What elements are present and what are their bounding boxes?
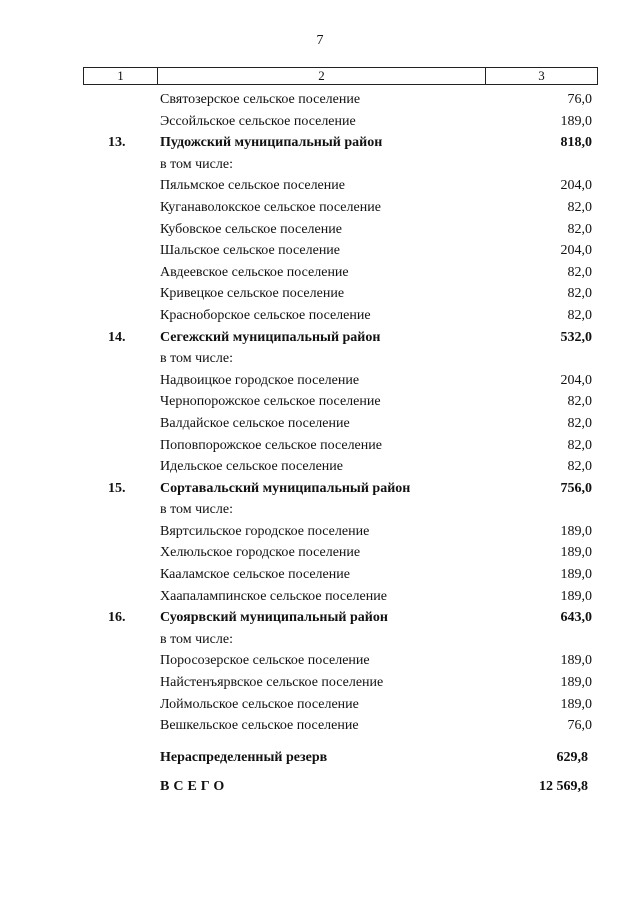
row-value: 189,0 [560,567,592,583]
row-name: в том числе: [160,502,233,518]
table-row [0,694,640,716]
row-value: 189,0 [560,545,592,561]
row-name: Сортавальский муниципальный район [160,480,411,496]
table-row [0,715,640,737]
row-name: Святозерское сельское поселение [160,92,361,107]
table-row [0,564,640,586]
row-name: Надвоицкое городское поселение [160,372,360,388]
table-row [0,672,640,694]
row-name: Поповпорожское сельское поселение [160,437,382,453]
row-number: 13. [108,135,126,151]
row-name: Суоярвский муниципальный район [160,610,388,626]
header-col-1: 1 [84,68,158,84]
row-value: 189,0 [560,588,592,604]
table-row [0,629,640,651]
row-number: 16. [108,610,126,626]
row-name: Кааламское сельское поселение [160,567,350,583]
row-number: 14. [108,329,126,345]
table-row [0,111,640,133]
table-row [0,89,640,111]
row-name: Идельское сельское поселение [160,459,344,475]
table-row [0,197,640,219]
table-body [0,89,640,737]
row-value: 643,0 [560,610,592,626]
table-row [0,586,640,608]
row-name: Хелюльское городское поселение [160,545,361,561]
row-value: 189,0 [560,113,592,129]
row-name: Вешкельское сельское поселение [160,718,359,734]
row-value: 82,0 [567,459,592,475]
row-value: 189,0 [560,675,592,691]
row-value: 189,0 [560,653,592,669]
row-name: Валдайское сельское поселение [160,415,350,431]
row-value: 82,0 [567,221,592,237]
row-name: Куганаволокское сельское поселение [160,199,381,215]
table-row [0,435,640,457]
table-row [0,456,640,478]
row-value: 532,0 [560,329,592,345]
row-value: 204,0 [560,243,592,259]
row-value: 204,0 [560,178,592,194]
table-row [0,154,640,176]
row-name: Авдеевское сельское поселение [160,264,349,280]
district-row [0,478,640,500]
row-name: Кривецкое сельское поселение [160,286,345,302]
row-value: 82,0 [567,199,592,215]
row-value: 82,0 [567,394,592,410]
reserve-value: 629,8 [556,750,588,765]
row-name: в том числе: [160,351,233,367]
row-value: 82,0 [567,415,592,431]
total-value: 12 569,8 [539,779,588,794]
row-name: Сегежский муниципальный район [160,329,381,345]
table-row [0,499,640,521]
row-name: Пяльмское сельское поселение [160,178,345,194]
row-name: Эссойльское сельское поселение [160,113,356,129]
row-value: 82,0 [567,264,592,280]
header-col-2: 2 [158,68,486,84]
row-number: 15. [108,480,126,496]
row-name: Лоймольское сельское поселение [160,696,359,712]
page-number: 7 [316,33,324,48]
row-value: 204,0 [560,372,592,388]
row-value: 82,0 [567,286,592,302]
row-name: Красноборское сельское поселение [160,307,371,323]
district-row [0,607,640,629]
row-value: 82,0 [567,307,592,323]
row-name: в том числе: [160,156,233,172]
table-row [0,240,640,262]
row-name: Шальское сельское поселение [160,243,341,259]
table-row [0,283,640,305]
row-name: Хаапалампинское сельское поселение [160,588,387,604]
table-row [0,521,640,543]
header-col-3: 3 [538,68,545,83]
total-label: ВСЕГО [160,779,229,794]
row-value: 756,0 [560,480,592,496]
table-header [83,67,598,85]
table-row [0,542,640,564]
table-row [0,413,640,435]
table-row [0,262,640,284]
row-name: Кубовское сельское поселение [160,221,342,237]
row-name: Найстенъярвское сельское поселение [160,675,384,691]
row-value: 189,0 [560,523,592,539]
table-row [0,219,640,241]
district-row [0,132,640,154]
row-name: Вяртсильское городское поселение [160,523,370,539]
row-value: 76,0 [567,718,592,734]
table-row [0,650,640,672]
row-value: 82,0 [567,437,592,453]
row-value: 818,0 [560,135,592,151]
row-name: Пудожский муниципальный район [160,135,383,151]
reserve-label: Нераспределенный резерв [160,750,328,765]
table-row [0,348,640,370]
row-value: 76,0 [567,92,592,107]
district-row [0,327,640,349]
table-row [0,370,640,392]
table-row [0,391,640,413]
row-name: Чернопорожское сельское поселение [160,394,381,410]
table-row [0,175,640,197]
row-name: Поросозерское сельское поселение [160,653,370,669]
table-row [0,305,640,327]
row-value: 189,0 [560,696,592,712]
row-name: в том числе: [160,631,233,647]
